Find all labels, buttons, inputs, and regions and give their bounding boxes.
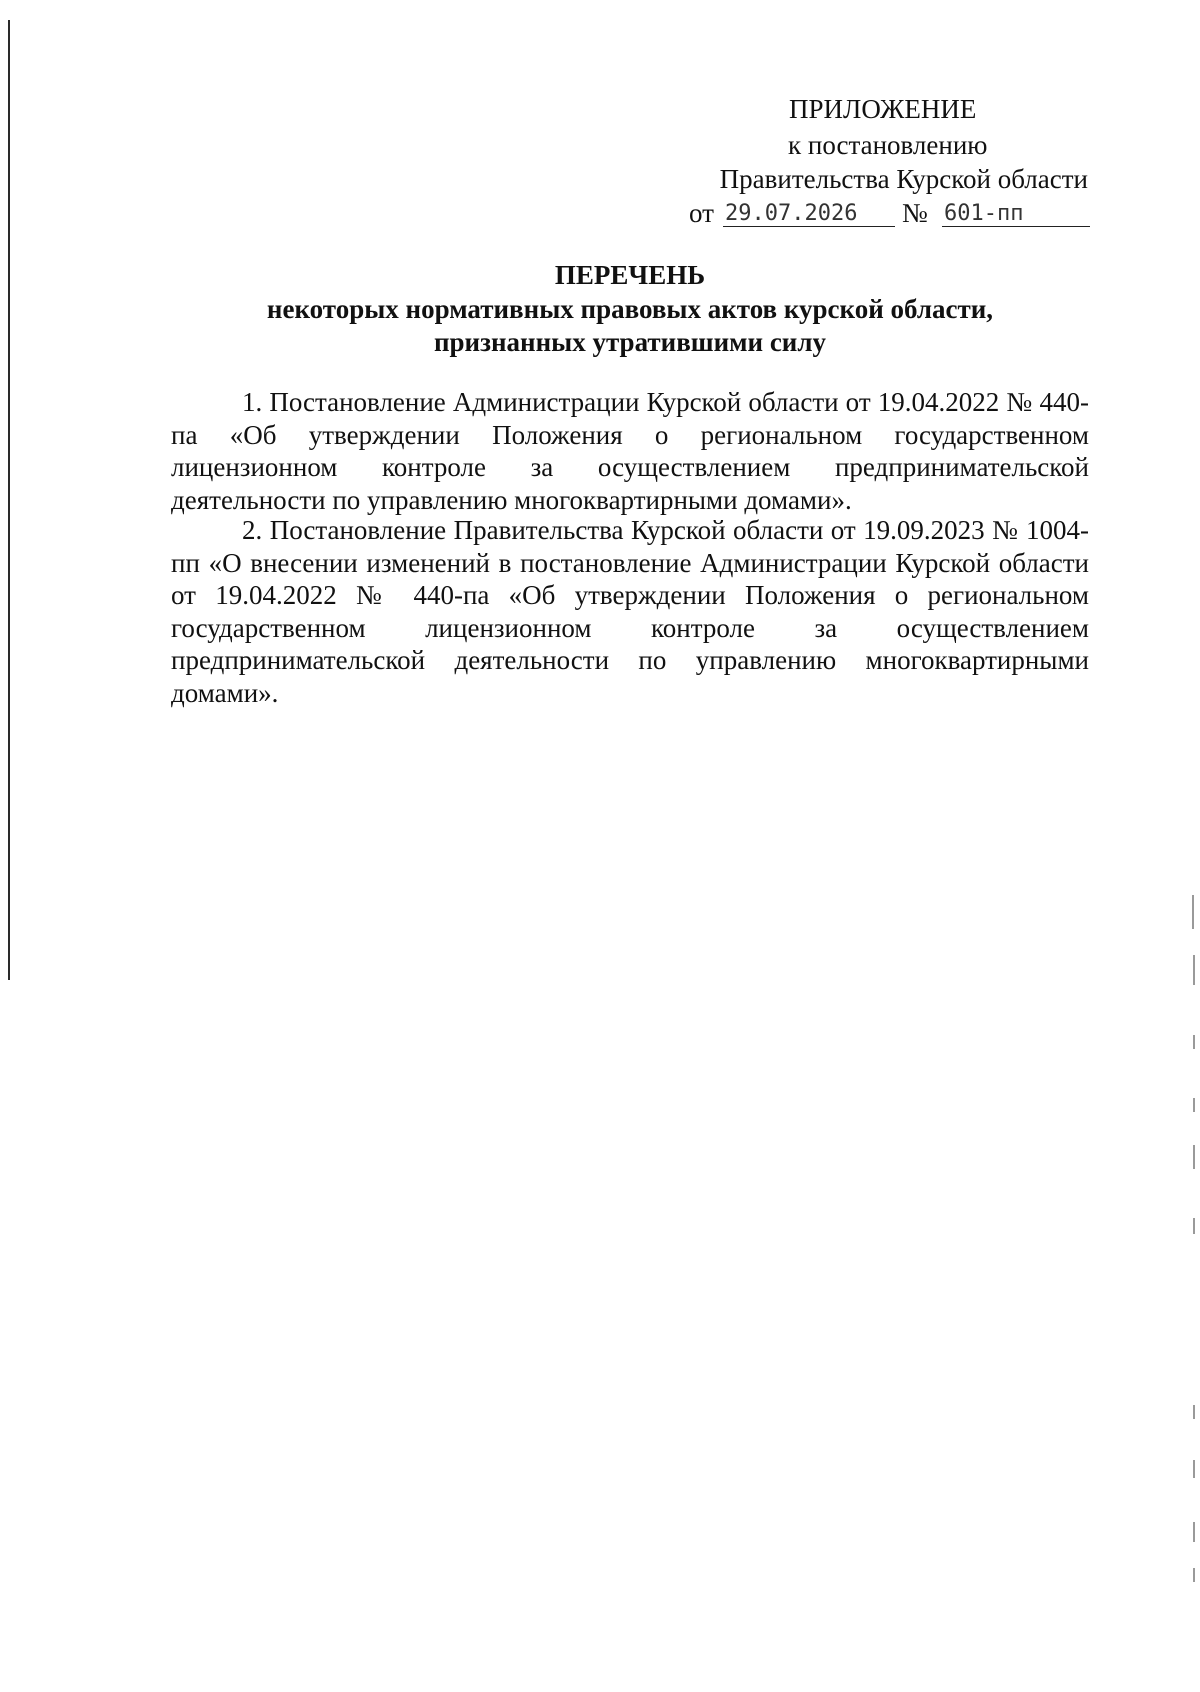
appendix-date-number-line (689, 196, 1088, 232)
number-label: № (902, 198, 928, 228)
scan-edge-line (8, 20, 10, 980)
scan-mark (1193, 1145, 1195, 1169)
scan-mark (1193, 1405, 1195, 1419)
appendix-resolution-label: к постановлению (788, 130, 988, 160)
scan-mark (1192, 895, 1194, 929)
list-item: 1. Постановление Администрации Курской области от 19.04.2022 № 440-па «Об утверждении Положения о региональном государственном лицензионном контроле за осуществлением предпринимательской деятельности по управлению многоквартирными домами». (171, 387, 1089, 515)
scan-mark (1193, 1522, 1195, 1542)
number-value: 601-пп (942, 196, 1090, 227)
scan-mark (1193, 1460, 1195, 1478)
scan-mark (1193, 1218, 1195, 1234)
scan-mark (1193, 1098, 1195, 1112)
date-value: 29.07.2026 (723, 196, 895, 227)
scan-mark (1193, 1568, 1195, 1582)
scan-mark (1193, 1035, 1195, 1049)
appendix-title: ПРИЛОЖЕНИЕ (789, 94, 977, 124)
list-item: 2. Постановление Правительства Курской области от 19.09.2023 № 1004-пп «О внесении изменений в постановление Администрации Курской области от 19.04.2022 № 440-па «Об утверждении Положения о региональном государственном лицензионном контроле за осуществлением предпринимательской деятельности по управлению многоквартирными домами». (171, 515, 1089, 708)
appendix-government-label: Правительства Курской области (719, 164, 1088, 194)
document-subheading-line2: признанных утратившими силу (433, 327, 827, 357)
document-subheading-line1: некоторых нормативных правовых актов курской области, (266, 294, 994, 324)
scan-mark (1193, 955, 1195, 985)
date-label: от (689, 198, 714, 228)
document-heading: ПЕРЕЧЕНЬ (554, 260, 706, 290)
